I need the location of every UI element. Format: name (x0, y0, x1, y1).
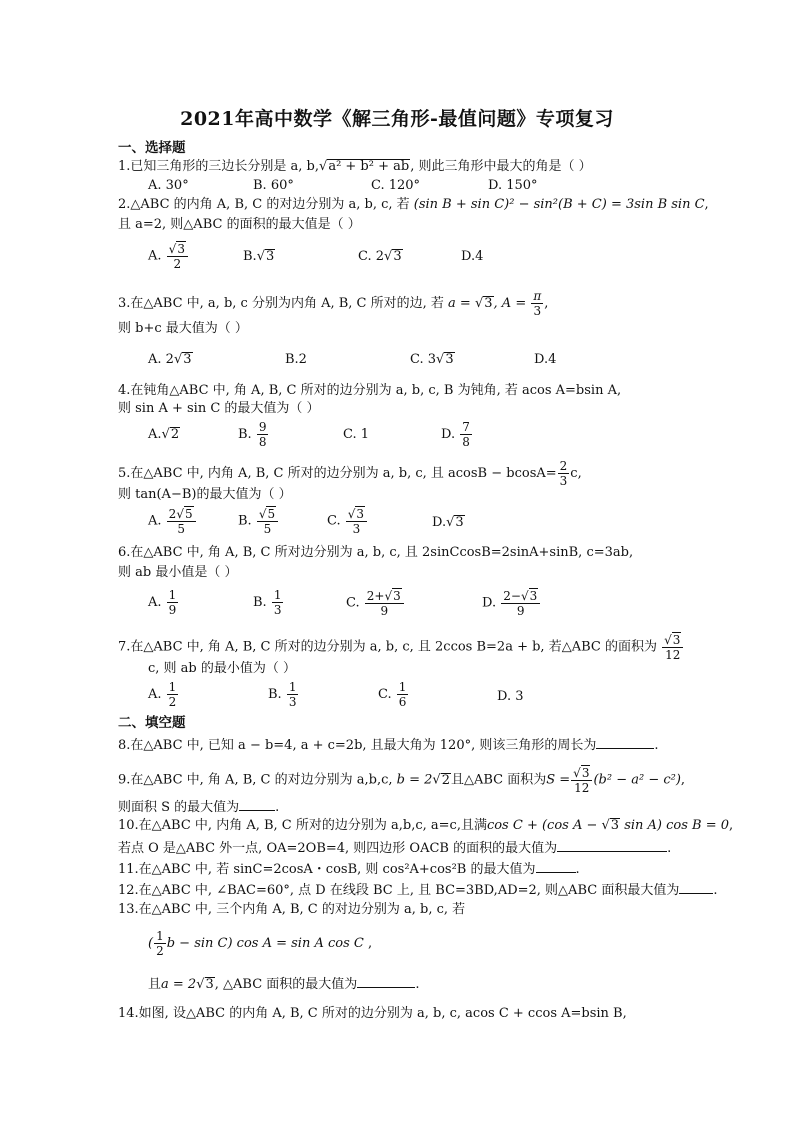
sqrt-symbol: √ (474, 296, 484, 311)
q10-tail: , (729, 818, 734, 833)
q7-stem: 7.在△ABC 中, 角 A, B, C 所对的边分别为 a, b, c, 且 2ccos B=2a + b, 若△ABC 的面积为 (118, 639, 657, 655)
q5-c-radicand: 3 (356, 507, 365, 521)
q9-s-tail: (b² − a² − c²) (593, 772, 681, 788)
q5-d-label: D. (432, 515, 447, 530)
q3-option-d: D.4 (534, 352, 557, 367)
q13-open: ( (148, 936, 154, 951)
question-7 (118, 632, 684, 662)
q2-option-a (148, 241, 189, 271)
q3-option-a (148, 352, 193, 368)
question-8 (118, 735, 659, 754)
q4-a-radicand: 2 (170, 427, 180, 442)
q7-denominator: 12 (665, 648, 681, 662)
q7-a-numerator: 1 (168, 680, 177, 694)
q3-angle-fraction (531, 289, 543, 318)
q2-option-d: D.4 (461, 249, 484, 264)
q13-l3-pre: 且 (148, 977, 162, 992)
q5-a-fraction (167, 506, 196, 536)
q10-line-2 (118, 838, 671, 857)
q6-b-denominator: 3 (273, 603, 282, 617)
q3-tail: , (544, 296, 549, 311)
answer-blank[interactable] (679, 880, 713, 894)
q10-expr-a: cos C + (cos A − (486, 818, 602, 833)
sqrt-symbol: √ (384, 249, 393, 264)
sqrt-symbol: √ (173, 352, 183, 367)
q3-stem: 3.在△ABC 中, a, b, c 分别为内角 A, B, C 所对的边, 若 (118, 296, 444, 311)
q7-c-denominator: 6 (398, 695, 407, 709)
q6-c-denominator: 9 (380, 604, 389, 618)
q7-radicand: 3 (672, 633, 681, 647)
q4-option-a (148, 427, 180, 443)
q5-c-label: C. (327, 513, 341, 529)
q2-option-c (358, 249, 403, 265)
q7-option-a (148, 680, 179, 709)
question-13: 13.在△ABC 中, 三个内角 A, B, C 的对边分别为 a, b, c, 若 (118, 902, 466, 917)
question-9 (118, 765, 685, 795)
sqrt-symbol: √ (446, 515, 455, 530)
sqrt-symbol: √ (347, 507, 356, 521)
q6-c-radicand: 3 (393, 589, 401, 603)
q7-line-2: c, 则 ab 的最小值为（ ） (148, 661, 297, 676)
q13-a-radicand: 3 (205, 977, 214, 992)
q7-b-fraction (287, 680, 299, 709)
q9-s-radicand: 3 (581, 766, 590, 780)
question-12 (118, 880, 717, 899)
q1-radicand: a² + b² + ab (328, 159, 410, 174)
q1-tail: , 则此三角形中最大的角是（ ） (410, 159, 592, 174)
sqrt-symbol: √ (161, 427, 170, 442)
q7-c-fraction (397, 680, 409, 709)
q3-a-label: A. 2 (148, 352, 174, 367)
sqrt-symbol: √ (256, 249, 265, 264)
q4-d-label: D. (441, 427, 456, 442)
q10-end: . (667, 841, 672, 856)
question-5 (118, 459, 582, 488)
q3-a-opt-radicand: 3 (183, 352, 192, 367)
question-3 (118, 289, 548, 318)
q5-b-radicand: 5 (267, 507, 276, 521)
q6-a-denominator: 9 (168, 603, 177, 617)
q6-line-2: 则 ab 最小值是（ ） (118, 565, 238, 580)
sqrt-symbol: √ (432, 772, 441, 788)
q6-d-fraction (501, 588, 540, 618)
q13-denominator: 2 (156, 944, 164, 958)
q4-b-numerator: 9 (258, 420, 267, 434)
q5-a-radicand: 5 (184, 507, 193, 521)
q6-a-numerator: 1 (168, 588, 177, 602)
q6-d-label: D. (482, 595, 497, 611)
answer-blank[interactable] (239, 797, 275, 811)
q2-tail: , (704, 197, 709, 212)
q13-end: . (415, 977, 420, 992)
q5-option-b (238, 506, 279, 536)
q10-expr-b: sin A) cos B = 0 (620, 818, 730, 833)
q4-option-c: C. 1 (343, 427, 370, 442)
q6-c-fraction (365, 588, 404, 618)
q6-d-denominator: 9 (516, 604, 525, 618)
q4-line-2: 则 sin A + sin C 的最大值为（ ） (118, 401, 320, 416)
q3-angle-numerator: π (533, 289, 542, 303)
q7-a-denominator: 2 (168, 695, 177, 709)
sqrt-symbol: √ (573, 766, 581, 780)
q13-formula (148, 929, 372, 958)
q4-b-label: B. (238, 427, 252, 442)
q2-b-label: B. (243, 249, 257, 264)
q6-option-b (253, 588, 284, 617)
section-heading-choice: 一、选择题 (118, 140, 186, 156)
q9-line-2 (118, 797, 279, 816)
q5-fraction (558, 459, 570, 488)
q9-s-denominator: 12 (574, 781, 590, 795)
q6-option-a (148, 588, 179, 617)
q9-end: . (275, 800, 280, 815)
q12-text: 12.在△ABC 中, ∠BAC=60°, 点 D 在线段 BC 上, 且 BC=3BD,AD=2, 则△ABC 面积最大值为 (118, 883, 680, 898)
question-2 (118, 197, 709, 213)
q5-stem: 5.在△ABC 中, 内角 A, B, C 所对的边分别为 a, b, c, 且 acosB − bcosA= (118, 466, 557, 481)
q6-c-prefix: 2+ (366, 589, 385, 603)
sqrt-symbol: √ (168, 242, 177, 256)
q5-option-d (432, 515, 465, 531)
q3-option-c (410, 352, 455, 368)
q11-text: 11.在△ABC 中, 若 sinC=2cosA・cosB, 则 cos²A+cos²B 的最大值为 (118, 862, 536, 877)
q5-c-fraction (346, 506, 367, 536)
q6-a-label: A. (148, 595, 162, 610)
q6-a-fraction (167, 588, 179, 617)
q9-b-eq: b = 2 (396, 772, 433, 788)
q4-a-label: A. (148, 427, 162, 442)
q7-option-d: D. 3 (497, 689, 524, 704)
answer-blank[interactable] (357, 974, 415, 988)
q5-b-fraction (257, 506, 278, 536)
q5-option-c (327, 506, 368, 536)
answer-blank[interactable] (536, 859, 576, 873)
q13-line-3 (148, 974, 419, 993)
section-heading-fill: 二、填空题 (118, 715, 186, 731)
q9-s-eq: S = (546, 772, 571, 788)
sqrt-symbol: √ (520, 589, 529, 603)
q7-c-numerator: 1 (398, 680, 407, 694)
q1-option-b: B. 60° (253, 178, 294, 193)
q9-mid: 且△ABC 面积为 (450, 772, 547, 788)
q5-numerator: 2 (559, 459, 568, 473)
q4-option-b (238, 420, 269, 449)
q3-angle-denominator: 3 (533, 304, 542, 318)
q2-b-radicand: 3 (265, 249, 275, 264)
q6-option-c (346, 588, 405, 618)
q4-d-numerator: 7 (462, 420, 470, 434)
q8-text: 8.在△ABC 中, 已知 a − b=4, a + c=2b, 且最大角为 120°, 则该三角形的周长为 (118, 738, 597, 753)
answer-blank[interactable] (557, 838, 667, 852)
q13-a-eq: a = 2 (161, 977, 197, 992)
q3-option-b: B.2 (285, 352, 307, 367)
q7-a-fraction (167, 680, 179, 709)
q1-option-a: A. 30° (148, 178, 189, 193)
q7-c-label: C. (378, 687, 392, 702)
q9-tail: , (680, 772, 686, 788)
sqrt-symbol: √ (601, 818, 610, 833)
q6-b-numerator: 1 (273, 588, 282, 602)
q7-b-denominator: 3 (288, 695, 297, 709)
sqrt-symbol: √ (176, 507, 184, 521)
q2-c-radicand: 3 (393, 249, 402, 264)
q4-option-d (441, 420, 473, 449)
q5-tail: c, (570, 466, 582, 481)
q13-l3-post: , △ABC 面积的最大值为 (214, 977, 358, 992)
q10-radicand: 3 (610, 818, 620, 833)
q9-s-fraction (571, 765, 592, 795)
q5-d-radicand: 3 (455, 515, 464, 530)
q2-stem: 2.△ABC 的内角 A, B, C 的对边分别为 a, b, c, 若 (118, 197, 410, 212)
q3-line-2: 则 b+c 最大值为（ ） (118, 321, 248, 336)
question-1 (118, 159, 592, 175)
q6-d-prefix: 2− (503, 589, 521, 603)
q8-end: . (654, 738, 659, 753)
q3-c-label: C. 3 (410, 352, 437, 367)
q4-d-denominator: 8 (462, 435, 470, 449)
sqrt-symbol: √ (436, 352, 445, 367)
sqrt-symbol: √ (319, 159, 328, 174)
question-14: 14.如图, 设△ABC 的内角 A, B, C 所对的边分别为 a, b, c, acos C + ccos A=bsin B, (118, 1006, 627, 1021)
q9-stem: 9.在△ABC 中, 角 A, B, C 的对边分别为 a,b,c, (118, 772, 393, 788)
question-6: 6.在△ABC 中, 角 A, B, C 所对边分别为 a, b, c, 且 2sinCcosB=2sinA+sinB, c=3ab, (118, 545, 634, 560)
question-4: 4.在钝角△ABC 中, 角 A, B, C 所对的边分别为 a, b, c, B 为钝角, 若 acos A=bsin A, (118, 383, 622, 398)
sqrt-symbol: √ (258, 507, 267, 521)
q5-option-a (148, 506, 197, 536)
q5-b-denominator: 5 (263, 522, 272, 536)
q2-a-label: A. (148, 248, 162, 264)
q10-stem: 10.在△ABC 中, 内角 A, B, C 所对的边分别为 a,b,c, a=c,且满 (118, 818, 487, 833)
q7-b-numerator: 1 (288, 680, 297, 694)
q1-option-c: C. 120° (371, 178, 421, 193)
q4-b-denominator: 8 (258, 435, 267, 449)
q13-numerator: 1 (156, 929, 164, 943)
q1-option-d: D. 150° (488, 178, 538, 193)
q2-a-denominator: 2 (173, 257, 182, 271)
question-11 (118, 859, 580, 878)
q5-a-denominator: 5 (177, 522, 185, 536)
q12-end: . (713, 883, 718, 898)
q7-fraction (662, 632, 683, 662)
q7-option-b (268, 680, 299, 709)
q5-line-2: 则 tan(A−B)的最大值为（ ） (118, 487, 292, 502)
q7-b-label: B. (268, 687, 282, 702)
q13-expr: b − sin C) cos A = sin A cos C (166, 936, 364, 951)
q6-d-radicand: 3 (529, 589, 538, 603)
answer-blank[interactable] (596, 735, 654, 749)
q2-c-label: C. 2 (358, 249, 385, 264)
q2-formula: (sin B + sin C)² − sin²(B + C) = 3sin B sin C (413, 197, 705, 212)
q7-option-c (378, 680, 409, 709)
q2-a-fraction (167, 241, 188, 271)
q2-a-radicand: 3 (177, 242, 185, 256)
q6-b-fraction (272, 588, 284, 617)
q5-b-label: B. (238, 513, 252, 529)
q1-stem: 1.已知三角形的三边长分别是 a, b, (118, 159, 320, 174)
q2-option-b (243, 249, 275, 265)
q7-a-label: A. (148, 687, 162, 702)
q3-a-eq: a = (448, 296, 475, 311)
q13-fraction (154, 929, 166, 958)
q9-b-radicand: 2 (441, 772, 450, 788)
q5-a-coeff: 2 (168, 507, 177, 521)
q11-end: . (575, 862, 580, 877)
sqrt-symbol: √ (196, 977, 205, 992)
q10-line-2-text: 若点 O 是△ABC 外一点, OA=2OB=4, 则四边形 OACB 的面积的最大值为 (118, 841, 558, 856)
q5-a-label: A. (148, 513, 162, 529)
question-10 (118, 818, 733, 834)
q5-denominator: 3 (559, 474, 568, 488)
q6-c-label: C. (346, 595, 360, 611)
q2-line-2: 且 a=2, 则△ABC 的面积的最大值是（ ） (118, 217, 361, 232)
q3-angle-eq: , A = (493, 296, 531, 311)
q6-option-d (482, 588, 541, 618)
q3-a-radicand: 3 (484, 296, 493, 311)
sqrt-symbol: √ (384, 589, 393, 603)
q4-d-fraction (460, 420, 472, 449)
sqrt-symbol: √ (664, 633, 672, 647)
q5-c-denominator: 3 (352, 522, 361, 536)
q3-c-radicand: 3 (445, 352, 454, 367)
q4-b-fraction (257, 420, 269, 449)
q9-line-2-text: 则面积 S 的最大值为 (118, 800, 240, 815)
q6-b-label: B. (253, 595, 267, 610)
q13-formula-tail: , (363, 936, 373, 951)
page-title: 2021年高中数学《解三角形-最值问题》专项复习 (180, 108, 614, 130)
